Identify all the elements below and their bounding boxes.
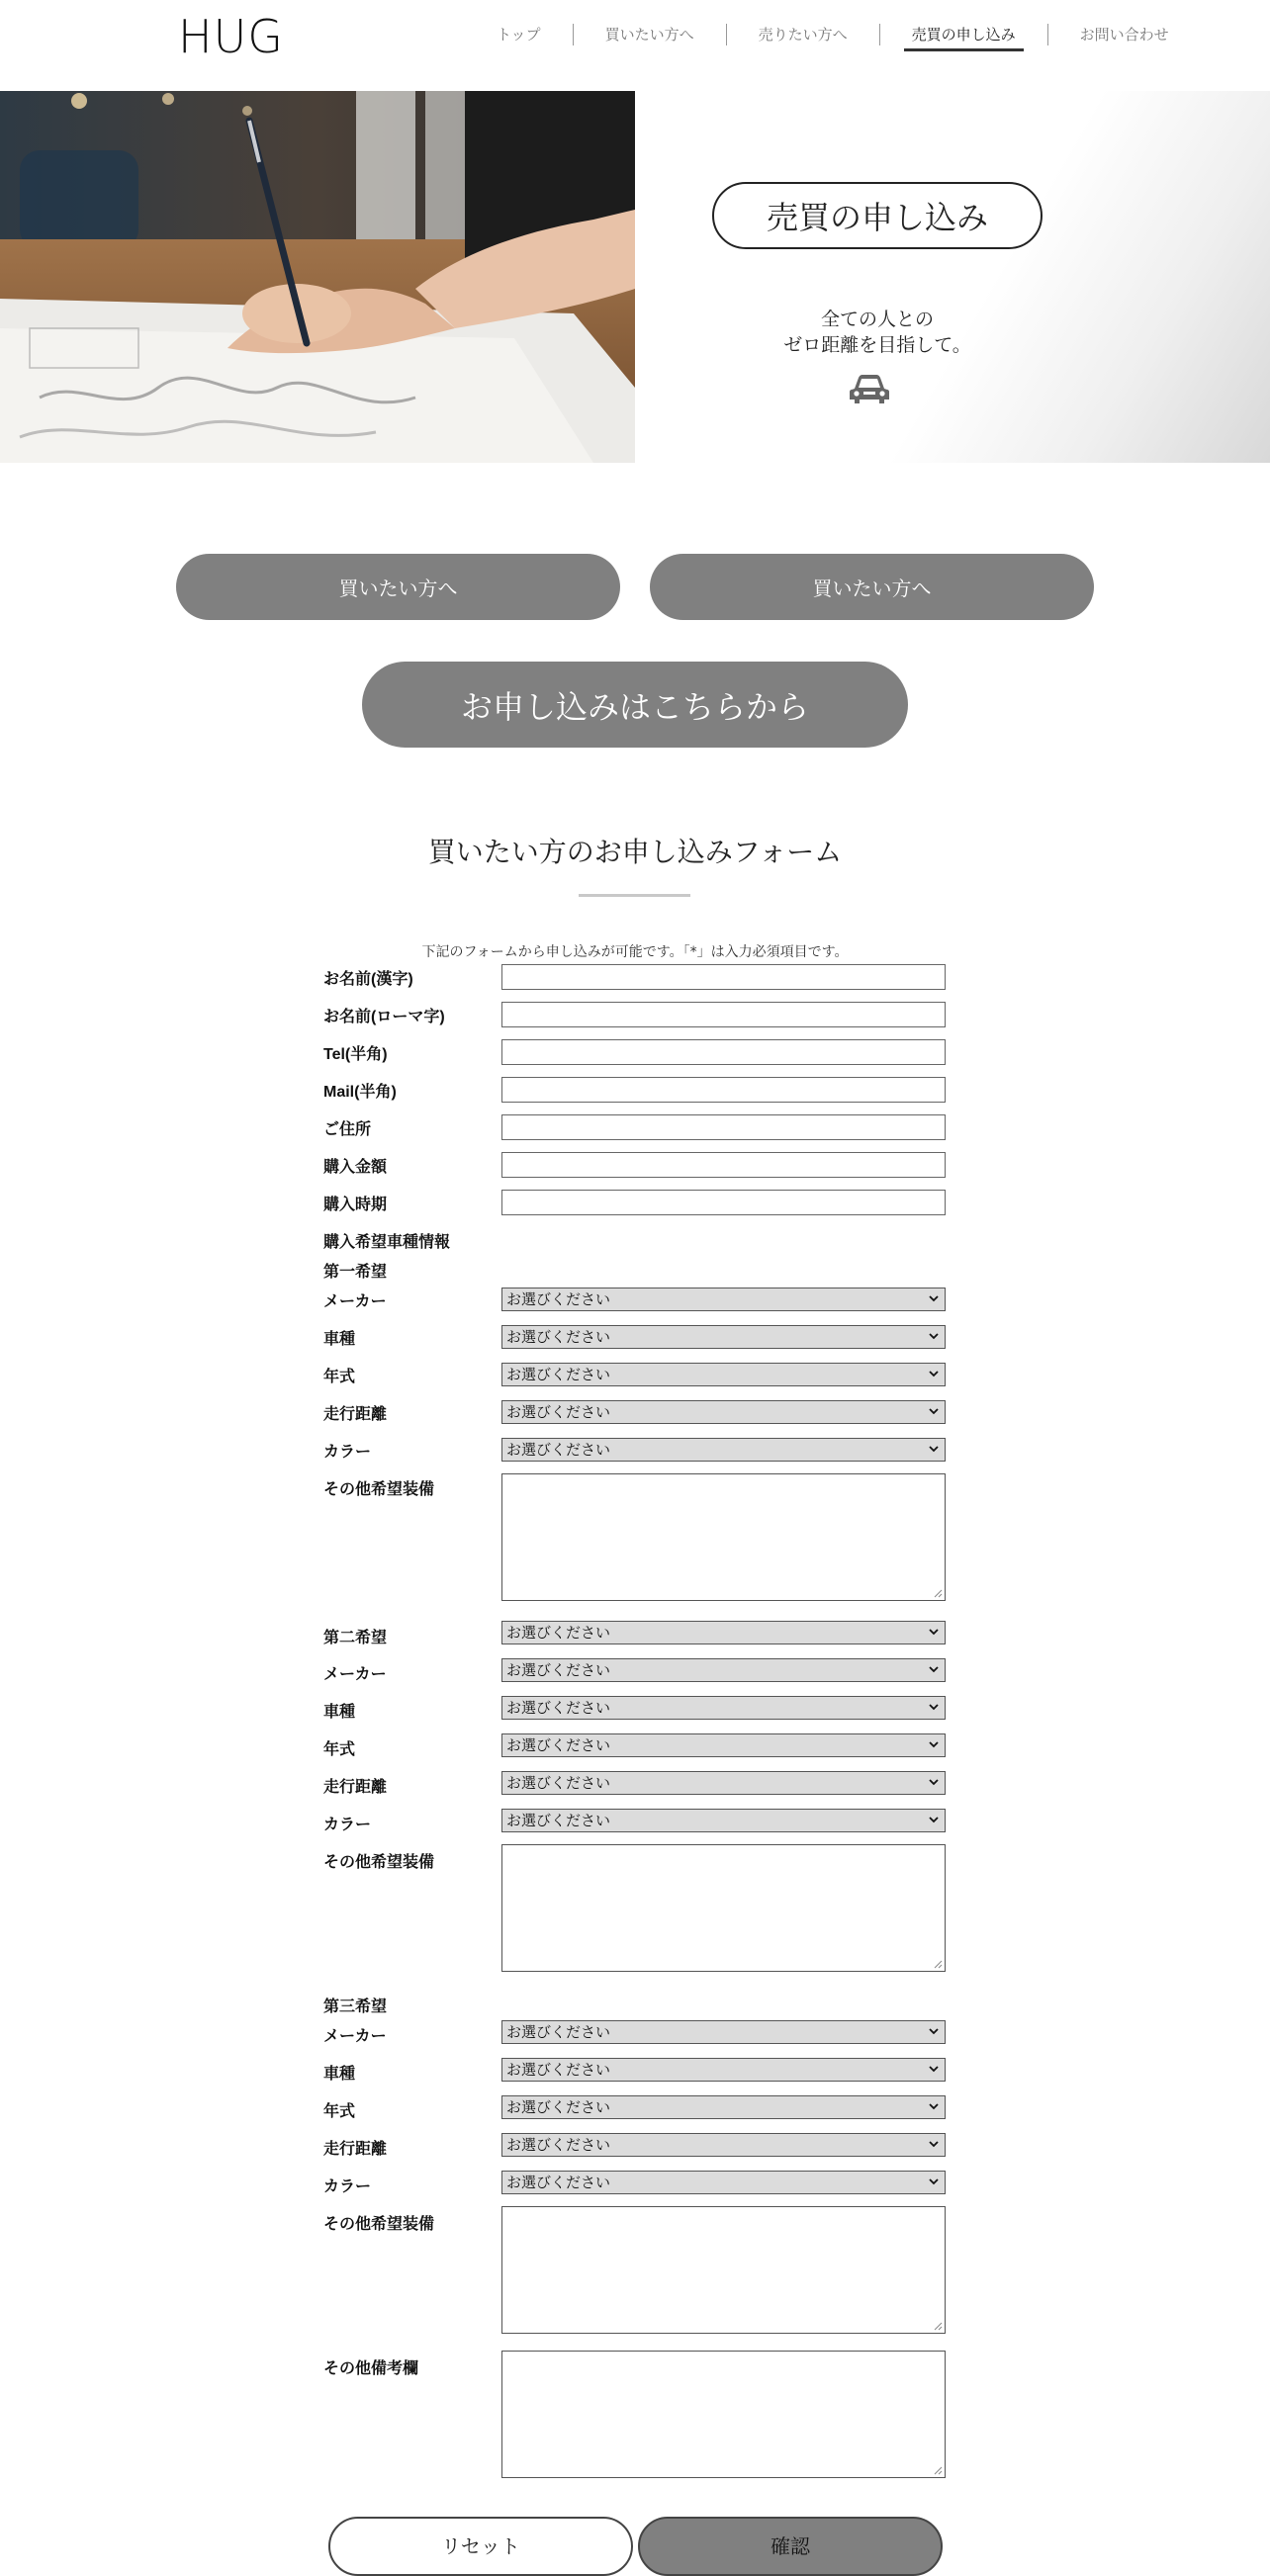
choice2-color-select[interactable] [501,1809,946,1832]
remarks-label: その他備考欄 [323,2360,419,2377]
nav-top[interactable]: トップ [497,26,541,44]
choice1-mileage-label: 走行距離 [323,1406,388,1423]
hero-subtitle [694,307,1060,358]
chevron-down-icon [927,1291,941,1305]
select-value: お選びください [506,1403,611,1421]
choice3-color-select[interactable] [501,2171,946,2194]
choice3-year-label: 年式 [323,2103,356,2120]
select-value: お選びください [506,2061,611,2079]
choice2-model-label: 車種 [323,1704,356,1721]
nav-buy[interactable]: 買いたい方へ [604,26,694,44]
car-icon [849,373,890,406]
hero-photo-writing [0,91,635,463]
label-price: 購入金額 [323,1159,388,1176]
label-mail: Mail(半角) [323,1084,397,1101]
label-address: ご住所 [323,1121,372,1138]
choice2-color-label: カラー [323,1817,372,1833]
choice3-label: 第三希望 [323,1999,388,2015]
choice2-year-select[interactable] [501,1733,946,1757]
choice3-maker-label: メーカー [323,2028,387,2045]
select-value: お選びください [506,1774,611,1792]
select-value: お選びください [506,1661,611,1679]
price-input[interactable] [501,1152,946,1178]
resize-grip-icon[interactable] [933,1959,943,1969]
select-value: お選びください [506,1328,611,1346]
select-value: お選びください [506,1699,611,1717]
timing-input[interactable] [501,1190,946,1215]
chevron-down-icon [927,1700,941,1714]
choice3-mileage-select[interactable] [501,2133,946,2157]
chevron-down-icon [927,1813,941,1826]
hero-subtitle-line1: 全ての人との [820,309,934,330]
reset-button[interactable]: リセット [328,2517,633,2576]
title-underline [579,894,690,897]
chevron-down-icon [927,2137,941,2151]
form-note: 下記のフォームから申し込みが可能です。「*」は入力必須項目です。 [421,944,849,960]
chevron-down-icon [927,1442,941,1456]
choice1-equipment-textarea[interactable] [501,1473,946,1601]
chevron-down-icon [927,1329,941,1343]
select-value: お選びください [506,1366,611,1383]
select-value: お選びください [506,1812,611,1829]
select-value: お選びください [506,1736,611,1754]
site-header [0,0,1270,91]
choice2-equipment-textarea[interactable] [501,1844,946,1972]
choice3-color-label: カラー [323,2178,372,2195]
confirm-button[interactable]: 確認 [638,2517,943,2576]
choice3-maker-select[interactable] [501,2020,946,2044]
choice1-label: 第一希望 [323,1264,388,1281]
apply-button[interactable]: お申し込みはこちらから [362,662,908,748]
choice3-model-label: 車種 [323,2066,356,2083]
choice2-label: 第二希望 [323,1630,388,1646]
choice1-equipment-label: その他希望装備 [323,1481,435,1498]
chevron-down-icon [927,1404,941,1418]
resize-grip-icon[interactable] [933,2321,943,2331]
main-nav [465,22,1201,47]
chevron-down-icon [927,1737,941,1751]
choice2-mileage-select[interactable] [501,1771,946,1795]
mail-input[interactable] [501,1077,946,1103]
choice3-model-select[interactable] [501,2058,946,2082]
choice1-maker-label: メーカー [323,1293,387,1310]
choice2-maker-select[interactable] [501,1658,946,1682]
choice1-model-label: 車種 [323,1331,356,1348]
chevron-down-icon [927,1662,941,1676]
choice2-equipment-label: その他希望装備 [323,1854,435,1871]
buy-right-button[interactable]: 買いたい方へ [650,554,1094,620]
choice1-color-select[interactable] [501,1438,946,1462]
label-timing: 購入時期 [323,1197,388,1213]
choice1-model-select[interactable] [501,1325,946,1349]
choice1-mileage-select[interactable] [501,1400,946,1424]
remarks-textarea[interactable] [501,2351,946,2478]
hero-section [0,91,1270,463]
choice3-year-select[interactable] [501,2095,946,2119]
choice1-year-label: 年式 [323,1369,356,1385]
chevron-down-icon [927,1775,941,1789]
buy-left-button[interactable]: 買いたい方へ [176,554,620,620]
nav-apply[interactable]: 売買の申し込み [880,22,1047,47]
hero-panel [635,91,1270,463]
hero-subtitle-line2: ゼロ距離を目指して。 [783,334,971,356]
resize-grip-icon[interactable] [933,2465,943,2475]
name-kanji-input[interactable] [501,964,946,990]
label-tel: Tel(半角) [323,1046,388,1063]
choice2-maker-label: メーカー [323,1666,387,1683]
site-logo[interactable]: HUG [178,10,284,63]
choice3-mileage-label: 走行距離 [323,2141,388,2158]
tel-input[interactable] [501,1039,946,1065]
choice3-equipment-label: その他希望装備 [323,2216,435,2233]
choice2-year-label: 年式 [323,1741,356,1758]
nav-contact[interactable]: お問い合わせ [1079,26,1169,44]
section-label: 購入希望車種情報 [323,1234,451,1251]
select-value: お選びください [506,1441,611,1459]
hero-title: 売買の申し込み [712,182,1043,249]
choice2-select[interactable] [501,1621,946,1644]
choice3-equipment-textarea[interactable] [501,2206,946,2334]
chevron-down-icon [927,1625,941,1639]
label-name-roman: お名前(ローマ字) [323,1009,445,1025]
chevron-down-icon [927,2062,941,2076]
select-value: お選びください [506,2023,611,2041]
chevron-down-icon [927,2099,941,2113]
label-name-kanji: お名前(漢字) [323,971,413,988]
choice2-model-select[interactable] [501,1696,946,1720]
form-title: 買いたい方のお申し込みフォーム [427,836,843,868]
name-roman-input[interactable] [501,1002,946,1027]
nav-sell[interactable]: 売りたい方へ [758,26,848,44]
select-value: お選びください [506,2098,611,2116]
select-value: お選びください [506,2136,611,2154]
chevron-down-icon [927,1367,941,1380]
select-value: お選びください [506,1624,611,1642]
select-value: お選びください [506,2174,611,2191]
select-value: お選びください [506,1290,611,1308]
resize-grip-icon[interactable] [933,1588,943,1598]
choice1-year-select[interactable] [501,1363,946,1386]
chevron-down-icon [927,2024,941,2038]
choice2-mileage-label: 走行距離 [323,1779,388,1796]
address-input[interactable] [501,1114,946,1140]
choice1-maker-select[interactable] [501,1288,946,1311]
choice1-color-label: カラー [323,1444,372,1461]
chevron-down-icon [927,2175,941,2188]
